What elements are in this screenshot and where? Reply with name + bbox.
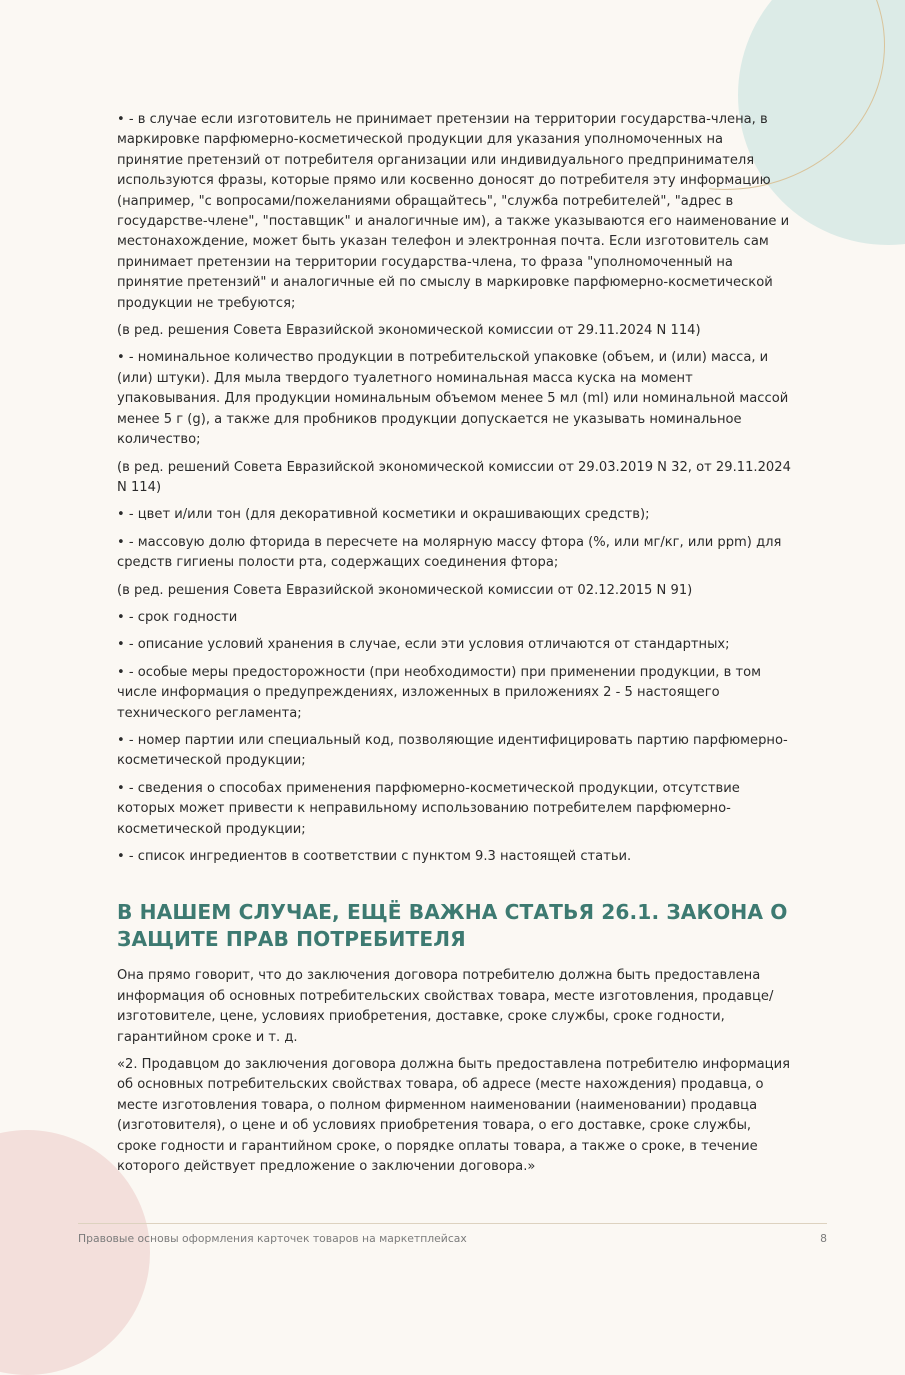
bullet-color-tone: • - цвет и/или тон (для декоративной косметики и окрашивающих средств); [117,507,650,523]
bullet-fluoride: • - массовую долю фторида в пересчете на молярную массу фтора (%, или мг/кг, или ppm) для средств гигиены полости рта, содержащих соединения фтора; [117,534,782,571]
intro-paragraph: Она прямо говорит, что до заключения договора потребителю должна быть предоставлена информация об основных потребительских свойствах товара, месте изготовления, продавце/изготовителе, цене, условиях приобретения, доставке, сроке службы, сроке годности, гарантийном сроке и т. д. [117,968,774,1045]
amendment-note: (в ред. решения Совета Евразийской экономической комиссии от 02.12.2015 N 91) [117,582,693,598]
bullet-usage: • - сведения о способах применения парфюмерно-косметической продукции, отсутствие которых может привести к неправильному использованию потребителем парфюмерно-косметической продукции; [117,780,740,837]
footer-divider [78,1223,827,1224]
law-quote: «2. Продавцом до заключения договора должна быть предоставлена потребителю информация об основных потребительских свойствах товара, об адресе (месте нахождения) продавца, о месте изготовления товара, о полном фирменном наименовании (наименовании) продавца (изготовителя), о цене и об условиях приобретения товара, о его доставке, сроке службы, сроке годности и гарантийном сроке, о порядке оплаты товара, а также о сроке, в течение которого действует предложение о заключении договора.» [117,1057,790,1175]
bullet-batch-number: • - номер партии или специальный код, позволяющие идентифицировать партию парфюмерно-косметической продукции; [117,732,788,769]
footer-title: Правовые основы оформления карточек товаров на маркетплейсах [78,1232,467,1245]
document-body [117,110,793,1184]
page-number: 8 [820,1232,827,1245]
bullet-shelf-life: • - срок годности [117,609,238,625]
bullet-precautions: • - особые меры предосторожности (при необходимости) при применении продукции, в том числе информация о предупреждениях, изложенных в приложениях 2 - 5 настоящего технического регламента; [117,664,762,721]
bullet-nominal-quantity: • - номинальное количество продукции в потребительской упаковке (объем, и (или) масса, и (или) штуки). Для мыла твердого туалетного номинальная масса куска на момент упаковывания. Для продукции номинальным объемом менее 5 мл (ml) или номинальной массой менее 5 г (g), а также для пробников продукции допускается не указывать номинальное количество; [117,350,789,448]
bullet-importer-claims: • - в случае если изготовитель не принимает претензии на территории государства-члена, в маркировке парфюмерно-косметической продукции для указания уполномоченных на принятие претензий от потребителя организации или индивидуального предпринимателя используются фразы, которые прямо или косвенно доносят до потребителя эту информацию (например, "с вопросами/пожеланиями обращайтесь", "служба потребителей", "адрес в государстве-члене", "поставщик" и аналогичные им), а также указываются его наименование и местонахождение, может быть указан телефон и электронная почта. Если изготовитель сам принимает претензии на территории государства-члена, то фраза "уполномоченный на принятие претензий" и аналогичные ей по смыслу в маркировке парфюмерно-косметической продукции не требуются; [117,112,790,311]
amendment-note: (в ред. решений Совета Евразийской экономической комиссии от 29.03.2019 N 32, от 29.11.2024 N 114) [117,459,791,495]
bullet-ingredients: • - список ингредиентов в соответствии с пунктом 9.3 настоящей статьи. [117,849,632,864]
bullet-storage: • - описание условий хранения в случае, если эти условия отличаются от стандартных; [117,637,730,653]
amendment-note: (в ред. решения Совета Евразийской экономической комиссии от 29.11.2024 N 114) [117,323,701,339]
section-heading: В НАШЕМ СЛУЧАЕ, ЕЩЁ ВАЖНА СТАТЬЯ 26.1. ЗАКОНА О ЗАЩИТЕ ПРАВ ПОТРЕБИТЕЛЯ [117,900,788,952]
